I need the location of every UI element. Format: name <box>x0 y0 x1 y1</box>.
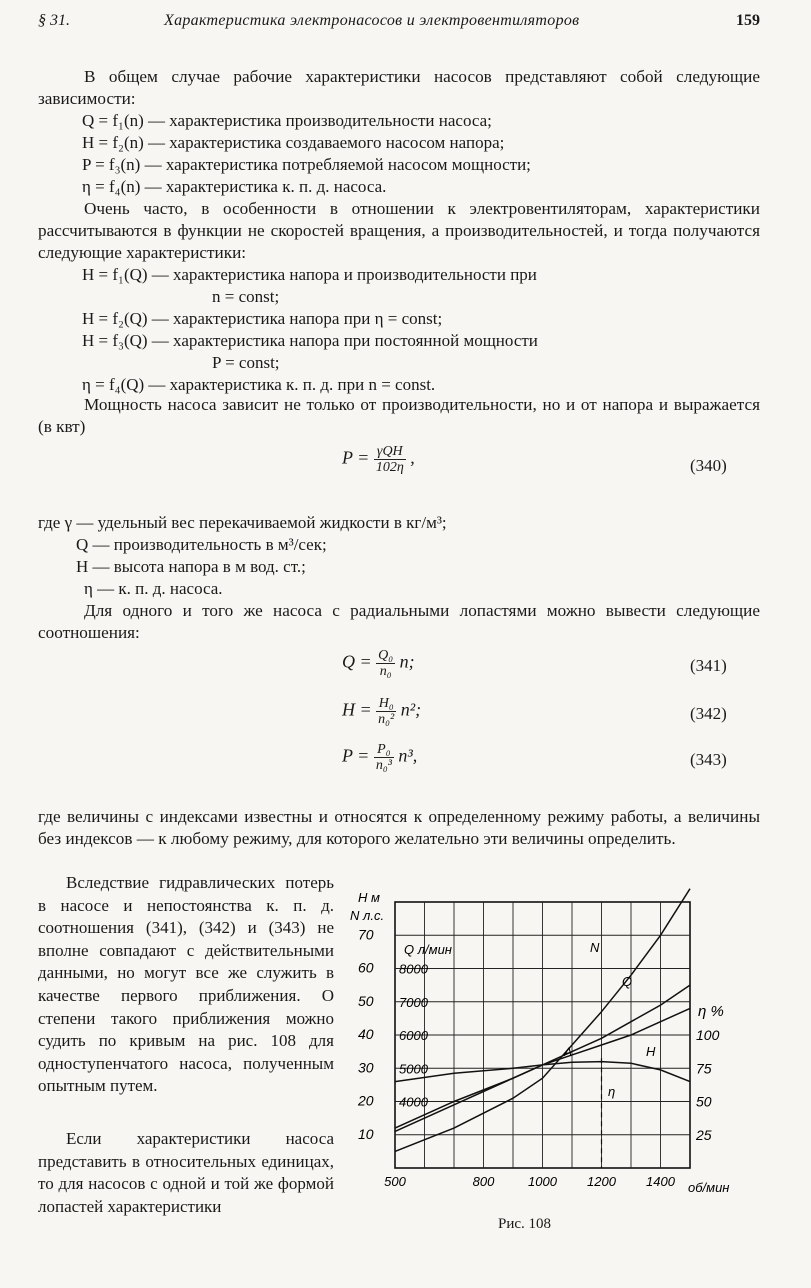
curve-label-a: A <box>564 1045 573 1059</box>
figure-caption: Рис. 108 <box>498 1216 552 1232</box>
y-left-tick-label: 10 <box>358 1125 374 1142</box>
eq341-fraction <box>376 648 395 679</box>
figure-108 <box>340 880 760 1196</box>
curve-label-h: H <box>646 1044 656 1059</box>
eq343-denominator: n₀³ <box>375 758 392 773</box>
eq343-number: (343) <box>690 750 727 769</box>
eq340-lhs: P = <box>342 447 370 468</box>
list1-item-2: H = f₂(n) — характеристика создаваемого насосом напора; <box>82 133 505 152</box>
y-right-tick-label: 50 <box>696 1093 712 1110</box>
curve-label-n: N <box>590 940 600 955</box>
eta-axis-label: η % <box>698 1003 724 1020</box>
paragraph-2: Очень часто, в особенности в отношении к электровентиляторам, характеристики рассчитываются в функции не скоростей вращения, а производительностей, и тогда получаются следующие характеристики: <box>38 199 760 262</box>
eq341-tail: n; <box>399 651 415 672</box>
list2-item-1: H = f₁(Q) — характеристика напора и производительности при <box>82 265 537 284</box>
eq342-number: (342) <box>690 704 727 723</box>
x-axis-unit: об/мин <box>688 1180 730 1195</box>
y-left-tick-label: 50 <box>358 992 374 1009</box>
list1-item-3: P = f₃(n) — характеристика потребляемой насосом мощности; <box>82 155 531 174</box>
chart-ticks <box>357 926 720 1189</box>
q-tick-label: 6000 <box>399 1028 428 1043</box>
list2-item-1-cont: n = const; <box>212 287 280 306</box>
eq340-numerator: γQH <box>374 444 406 460</box>
x-tick-label: 800 <box>472 1174 495 1189</box>
eq343-lhs: P = <box>342 745 370 766</box>
y-right-tick-label: 75 <box>696 1060 712 1077</box>
y-right-tick-label: 100 <box>696 1027 720 1043</box>
where-item-4: η — к. п. д. насоса. <box>84 579 223 598</box>
where-item-2: Q — производительность в м³/сек; <box>76 535 327 554</box>
y-left-tick-label: 70 <box>358 926 374 943</box>
running-title: Характеристика электронасосов и электровентиляторов <box>164 12 580 29</box>
running-header <box>38 12 760 34</box>
q-tick-label: 5000 <box>399 1061 428 1077</box>
eq341-denominator: n₀ <box>379 664 392 679</box>
curve-label-q: Q <box>622 974 633 989</box>
eq342-denominator: n₀² <box>378 712 395 727</box>
equation-342 <box>342 696 421 727</box>
q-tick-label: 7000 <box>399 994 428 1010</box>
q-tick-label: 8000 <box>399 961 428 977</box>
list2-item-3: H = f₃(Q) — характеристика напора при постоянной мощности <box>82 331 538 350</box>
paragraph-5: где величины с индексами известны и относятся к определенному режиму работы, а величины без индексов — к любому режиму, для которого желательно эти величины определить. <box>38 807 760 848</box>
paragraph-7: Если характеристики насоса представить в относительных единицах, то для насосов с одной и той же формой лопастей характеристики <box>38 1129 334 1216</box>
eq342-tail: n²; <box>400 699 422 720</box>
eq341-numerator: Q₀ <box>378 648 394 663</box>
eq341-lhs: Q = <box>342 651 372 672</box>
intro-paragraph: В общем случае рабочие характеристики насосов представляют собой следующие зависимости: <box>38 67 760 108</box>
where-item-1: где γ — удельный вес перекачиваемой жидкости в кг/м³; <box>38 513 447 532</box>
paragraph-4: Для одного и того же насоса с радиальными лопастями можно вывести следующие соотношения: <box>38 601 760 642</box>
list1-item-4: η = f₄(n) — характеристика к. п. д. насоса. <box>82 177 387 196</box>
y-axis-label-n: N л.с. <box>350 908 385 923</box>
x-tick-label: 1200 <box>587 1174 616 1189</box>
eq340-tail: , <box>410 447 415 468</box>
eq343-tail: n³, <box>398 745 418 766</box>
equation-341 <box>342 648 415 679</box>
equation-343 <box>342 742 417 773</box>
eq343-numerator: P₀ <box>374 742 394 758</box>
list2-item-2: H = f₂(Q) — характеристика напора при η = const; <box>82 309 443 328</box>
y-left-tick-label: 60 <box>358 959 374 976</box>
eq342-fraction <box>376 696 396 727</box>
eq342-numerator: H₀ <box>376 696 396 712</box>
y-left-tick-label: 40 <box>358 1026 374 1042</box>
x-tick-label: 1000 <box>528 1174 557 1189</box>
page-number: 159 <box>736 12 760 29</box>
q-tick-label: 4000 <box>399 1094 428 1110</box>
x-tick-label: 1400 <box>646 1174 675 1189</box>
eq341-number: (341) <box>690 656 727 675</box>
q-axis-label: Q л/мин <box>404 942 452 957</box>
list2-item-4: η = f₄(Q) — характеристика к. п. д. при n = const. <box>82 375 436 394</box>
section-number: § 31. <box>38 12 70 29</box>
eq340-denominator: 102η <box>375 460 404 475</box>
equation-340 <box>342 444 415 475</box>
curve-label-eta: η <box>608 1084 616 1099</box>
list2-item-3-cont: P = const; <box>212 353 280 372</box>
y-axis-label-h: H м <box>358 890 380 905</box>
paragraph-6: Вследствие гидравлических потерь в насосе и непостоянства к. п. д. соотношения (341), (342) и (343) не вполне совпадают с действительными данными, но могут все же служить в качестве первого приближения. О степени такого приближения можно судить по кривым на рис. 108 для одноступенчатого насоса, полученным опытным путем. <box>38 873 334 1096</box>
paragraph-3: Мощность насоса зависит не только от производительности, но и от напора и выражается (в квт) <box>38 395 760 436</box>
y-left-tick-label: 30 <box>358 1059 374 1076</box>
list1-item-1: Q = f₁(n) — характеристика производительности насоса; <box>82 111 492 130</box>
eq340-number: (340) <box>690 456 727 475</box>
eq343-fraction <box>374 742 394 773</box>
y-left-tick-label: 20 <box>358 1092 374 1109</box>
x-tick-label: 500 <box>384 1174 406 1189</box>
y-right-tick-label: 25 <box>696 1126 712 1143</box>
eq342-lhs: H = <box>342 699 372 720</box>
eq340-fraction <box>374 444 406 475</box>
where-item-3: H — высота напора в м вод. ст.; <box>76 557 306 576</box>
